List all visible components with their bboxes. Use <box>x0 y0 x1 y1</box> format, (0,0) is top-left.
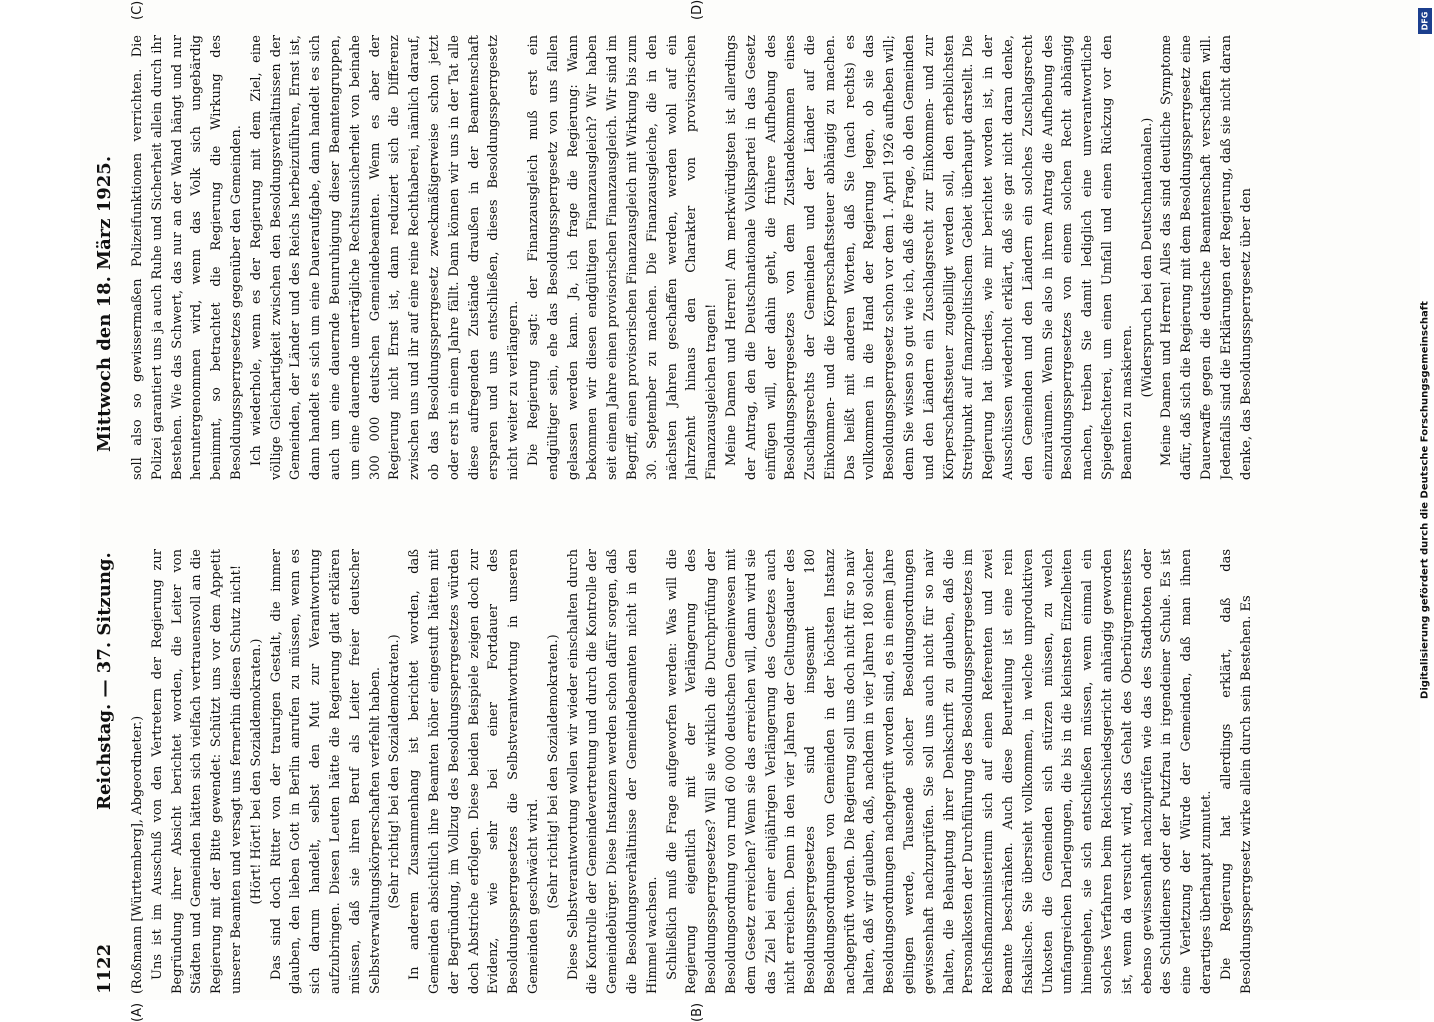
paragraph: Ich wiederhole, wenn es der Regierung mit dem Ziel, eine völlige Gleichartigkeit zwischen den Besoldungsverhältnissen der Gemeinden, der Länder und des Reichs herbeizuführen, Ernst ist, dann handelt es sich um eine Daueraufgabe, dann handelt es sich auch um eine dauernde Beunruhigung dieser Beamtengruppen, um eine dauernde unerträgliche Rechtsunsicherheit von beinahe 300 000 deutschen Gemeindebeamten. Wenn es aber der Regierung nicht Ernst ist, dann reduziert sich die Differenz zwischen uns und ihr auf eine reine Rechthaberei, nämlich darauf, ob das Besoldungssperrgesetz zweckmäßigerweise schon jetzt oder erst in einem Jahre fällt. Dann können wir uns in der Tat alle diese aufregenden Zustände draußen in der Beamtenschaft ersparen und uns entschließen, dieses Besoldungssperrgesetz nicht weiter zu verlängern. <box>248 35 522 480</box>
margin-marker-a: (A) <box>130 1002 145 1022</box>
page-number: 1122 <box>94 943 115 994</box>
digitization-credit <box>1418 8 1432 992</box>
header-left-title: Reichstag. — 37. Sitzung. <box>94 552 115 810</box>
paragraph: Diese Selbstverantwortung wollen wir wieder einschalten durch die Kontrolle der Gemeindevertretung und durch die Kontrolle der Gemeindebürger. Diese Instanzen werden schon dafür sorgen, daß die Besoldungsverhältnisse der Gemeindebeamten nicht in den Himmel wachsen. <box>565 549 660 994</box>
interjection: (Widerspruch bei den Deutschnationalen.) <box>1139 117 1155 398</box>
left-text-column <box>128 549 1256 994</box>
paragraph: Meine Damen und Herren! Alles das sind deutliche Symptome dafür, daß sich die Regierung mit dem Besoldungssperrgesetz eine Dauerwaffe gegen die deutsche Beamtenschaft verschaffen will. Jedenfalls sind die Erklärungen der Regierung, daß sie nicht daran denke, das Besoldungssperrgesetz über den <box>1159 35 1254 480</box>
rotated-page <box>80 0 1420 1022</box>
interjection: (Sehr richtig! bei den Sozialdemokraten.) <box>387 634 403 909</box>
paragraph: (Roßmann [Württemberg], Abgeordneter.) <box>130 715 145 994</box>
dfg-logo <box>1418 8 1432 34</box>
paragraph: Meine Damen und Herren! Am merkwürdigsten ist allerdings der Antrag, den die Deutschnationale Volkspartei in das Gesetz einfügen will, der dahin geht, die frühere Aufhebung des Besoldungssperrgesetzes von dem Zustandekommen eines Zuschlagsrechts der Gemeinden und der Länder auf die Einkommen- und die Körperschaftssteuer abhängig zu machen. Das heißt mit anderen Worten, daß Sie (nach rechts) es vollkommen in die Hand der Regierung legen, ob sie das Besoldungssperrgesetz schon vor dem 1. April 1926 aufheben will; denn Sie wissen so gut wie ich, daß die Frage, ob den Gemeinden und den Ländern ein Zuschlagsrecht zur Einkommen- und zur Körperschaftssteuer zugebilligt werden soll, den erheblichsten Streitpunkt auf finanzpolitischem Gebiet überhaupt darstellt. Die Regierung hat überdies, wie mir berichtet worden ist, in der Ausschüssen wiederholt erklärt, daß sie gar nicht daran denke, den Gemeinden und den Ländern ein solches Zuschlagsrecht einzuräumen. Wenn Sie also in ihrem Antrag die Aufhebung des Besoldungssperrgesetzes von einem solchen Recht abhängig machen, treiben Sie damit lediglich eine unverantwortliche Spiegelfechterei, um einen Umfall und einen Rückzug vor den Beamten zu maskieren. <box>723 35 1135 480</box>
paragraph: In anderem Zusammenhang ist berichtet worden, daß Gemeinden absichtlich ihre Beamten höher eingestuft hätten mit der Begründung, im Vollzug des Besoldungssperrgesetzes würden doch Abstriche erfolgen. Diese beiden Beispiele zeigen doch zur Evidenz, wie sehr bei einer Fortdauer des Besoldungssperrgesetzes die Selbstverantwortung in unseren Gemeinden geschwächt wird. <box>407 549 541 994</box>
interjection: (Sehr richtig! bei den Sozialdemokraten.) <box>545 634 561 909</box>
paragraph: soll also so gewissermaßen Polizeifunktionen verrichten. Die Polizei garantiert uns ja auch Ruhe und Sicherheit allein durch ihr Bestehen. Wie das Schwert, das nur an der Wand hängt und nur heruntergenommen wird, wenn das Volk sich ungebärdig benimmt, so betrachtet die Regierung die Wirkung des Besoldungssperrgesetzes gegenüber den Gemeinden. <box>130 35 244 480</box>
header-right-title: Mittwoch den 18. März 1925. <box>94 155 115 452</box>
paragraph: Die Regierung hat allerdings erklärt, daß das Besoldungssperrgesetz wirke allein durch sein Bestehen. Es <box>1218 549 1254 994</box>
paragraph: Die Regierung sagt: der Finanzausgleich muß erst ein endgültiger sein, ehe das Besoldungssperrgesetz von uns fallen gelassen werden kann. Ja, ich frage die Regierung: Wann bekommen wir diesen endgültigen Finanzausgleich? Wir haben seit einem Jahre einen provisorischen Finanzausgleich. Wir sind im Begriff, einen provisorischen Finanzausgleich mit Wirkung bis zum 30. September zu machen. Die Finanzausgleiche, die in den nächsten Jahren geschaffen werden, werden wohl auf ein Jahrzehnt hinaus den Charakter von provisorischen Finanzausgleichen tragen! <box>525 35 720 480</box>
paragraph: Das sind doch Ritter von der traurigen Gestalt, die immer glauben, den lieben Gott in Berlin anrufen zu müssen, wenn es sich darum handelt, selbst den Mut zur Verantwortung aufzubringen. Diesen Leuten hätte die Regierung glatt erklären müssen, daß sie ihren Beruf als Leiter freier deutscher Selbstverwaltungskörperschaften verfehlt haben. <box>268 549 383 994</box>
paragraph: Uns ist im Ausschuß von den Vertretern der Regierung zur Begründung ihrer Absicht berichtet worden, die Leiter von Städten und Gemeinden hätten sich vielfach vertrauensvoll an die Regierung mit der Bitte gewendet: Schützt uns vor dem Appetit unserer Beamten und versagt uns fernerhin diesen Schutz nicht! <box>149 549 244 994</box>
margin-marker-d: (D) <box>690 0 705 20</box>
interjection: (Hört! Hört! bei den Sozialdemokraten.) <box>248 638 264 905</box>
paragraph: Schließlich muß die Frage aufgeworfen werden: Was will die Regierung eigentlich mit der Verlängerung des Besoldungssperrgesetzes? Will sie wirklich die Durchprüfung der Besoldungsordnung von rund 60 000 deutschen Gemeinwesen mit dem Gesetz erreichen? Wenn sie das erreichen will, dann wird sie das Ziel bei einer einjährigen Verlängerung des Gesetzes auch nicht erreichen. Denn in den vier Jahren der Geltungsdauer des Besoldungssperrgesetzes sind insgesamt 180 Besoldungsordnungen von Gemeinden in der höchsten Instanz nachgeprüft worden. Die Regierung soll uns doch nicht für so naiv halten, daß wir glauben, daß, nachdem in vier Jahren 180 solcher Besoldungsordnungen nachgeprüft worden sind, es in einem Jahre gelingen werde, Tausende solcher Besoldungsordnungen gewissenhaft nachzuprüfen. Sie soll uns auch nicht für so naiv halten, die Behauptung ihrer Denkschrift zu glauben, daß die Personalkosten der Durchführung des Besoldungssperrgesetzes im Reichsfinanzministerium sich auf einen Referenten und zwei Beamte beschränken. Auch diese Beurteilung ist eine rein fiskalische. Sie übersieht vollkommen, in welche unproduktiven Unkosten die Gemeinden sich stürzen müssen, zu welch umfangreichen Darlegungen, die bis in die kleinsten Einzelheiten hineingehen, sie sich entschließen müssen, wenn einmal ein solches Verfahren beim Reichsschiedsgericht anhängig geworden ist, wenn da versucht wird, das Gehalt des Oberbürgermeisters ebenso gewissenhaft nachzuprüfen wie das des Stadtboten oder des Schuldieners oder der Putzfrau in irgendeiner Schule. Es ist eine Verletzung der Würde der Gemeinden, daß man ihnen derartiges überhaupt zumutet. <box>664 549 1215 994</box>
right-text-column <box>128 35 1256 480</box>
credit-text: Digitalisierung gefördert durch die Deutsche Forschungsgemeinschaft <box>1419 301 1431 699</box>
margin-marker-b: (B) <box>690 1002 705 1022</box>
dfg-logo-text: DFG <box>1420 11 1430 31</box>
margin-marker-c: (C) <box>130 0 145 20</box>
